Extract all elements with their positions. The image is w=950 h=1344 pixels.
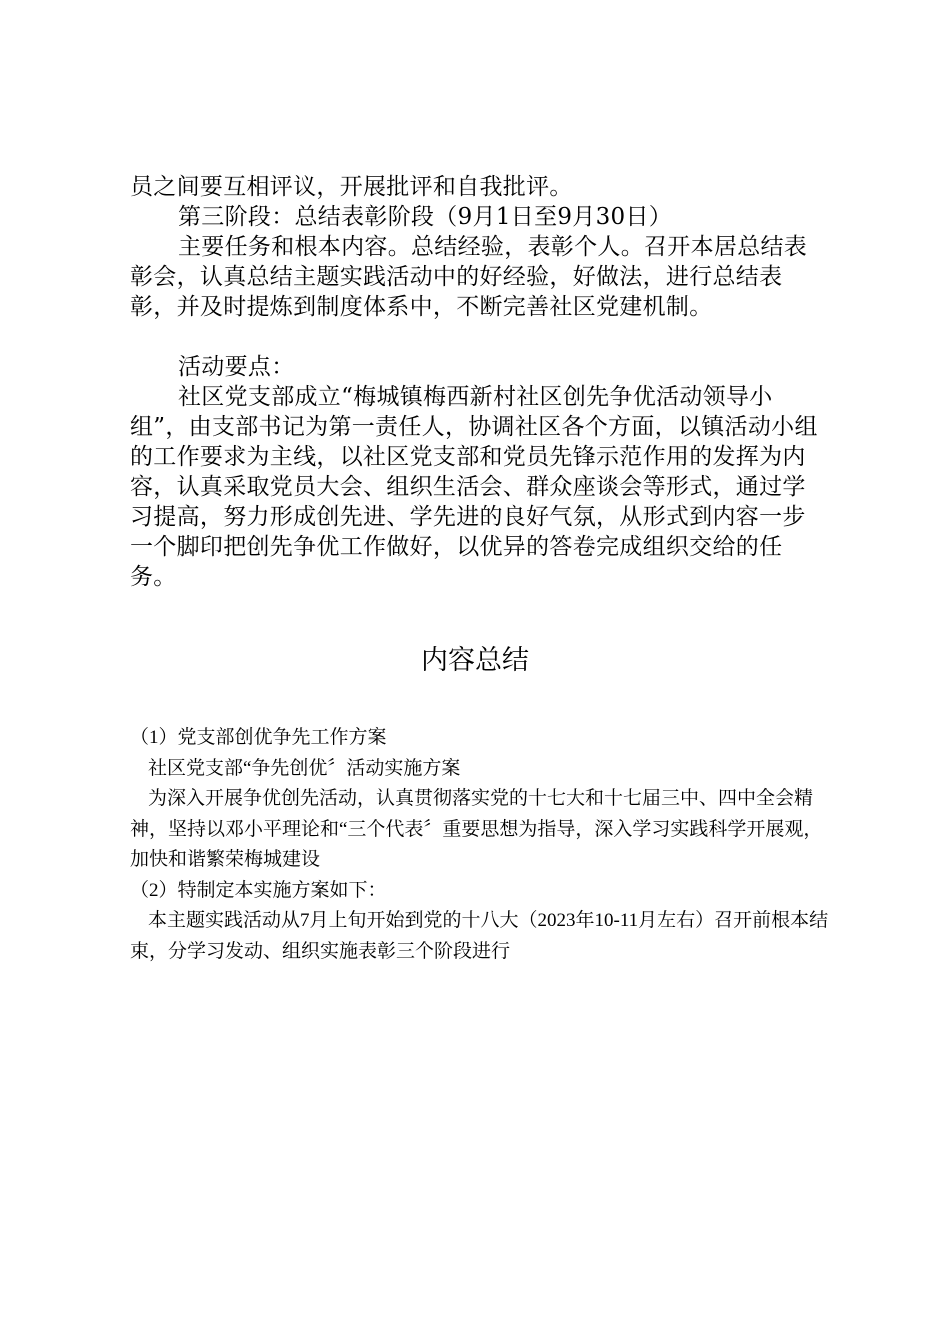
summary-schedule: 本主题实践活动从7月上旬开始到党的十八大（2023年10-11月左右）召开前根本结束，分学习发动、组织实施表彰三个阶段进行 — [130, 910, 829, 962]
summary-purpose: 为深入开展争优创先活动，认真贯彻落实党的十七大和十七届三中、四中全会精神，坚持以邓小平理论和“三个代表〞重要思想为指导，深入学习实践科学开展观，加快和谐繁荣梅城建设 — [130, 788, 823, 870]
paragraph-activity-points-heading: 活动要点： — [178, 354, 295, 380]
summary-item-1-heading: （1）党支部创优争先工作方案 — [130, 727, 387, 748]
paragraph-stage-three-heading: 第三阶段：总结表彰阶段（9月1日至9月30日） — [178, 204, 673, 230]
paragraph-review: 员之间要互相评议，开展批评和自我批评。 — [130, 174, 573, 200]
main-body — [130, 172, 820, 592]
summary-item-2-heading: （2）特制定本实施方案如下： — [130, 879, 387, 901]
summary-section — [130, 723, 832, 967]
summary-title: 内容总结 — [421, 645, 529, 676]
paragraph-stage-three-content: 主要任务和根本内容。总结经验，表彰个人。召开本居总结表彰会，认真总结主题实践活动中的好经验，好做法，进行总结表彰，并及时提炼到制度体系中，不断完善社区党建机制。 — [130, 234, 808, 320]
summary-plan-title: 社区党支部“争先创优〞活动实施方案 — [148, 757, 461, 779]
paragraph-activity-points: 社区党支部成立“梅城镇梅西新村社区创先争优活动领导小组”，由支部书记为第一责任人，协调社区各个方面，以镇活动小组的工作要求为主线，以社区党支部和党员先锋示范作用的发挥为内容，认真采取党员大会、组织生活会、群众座谈会等形式，通过学习提高，努力形成创先进、学先进的良好气氛，从形式到内容一步一个脚印把创先争优工作做好，以优异的答卷完成组织交给的任务。 — [130, 384, 818, 590]
